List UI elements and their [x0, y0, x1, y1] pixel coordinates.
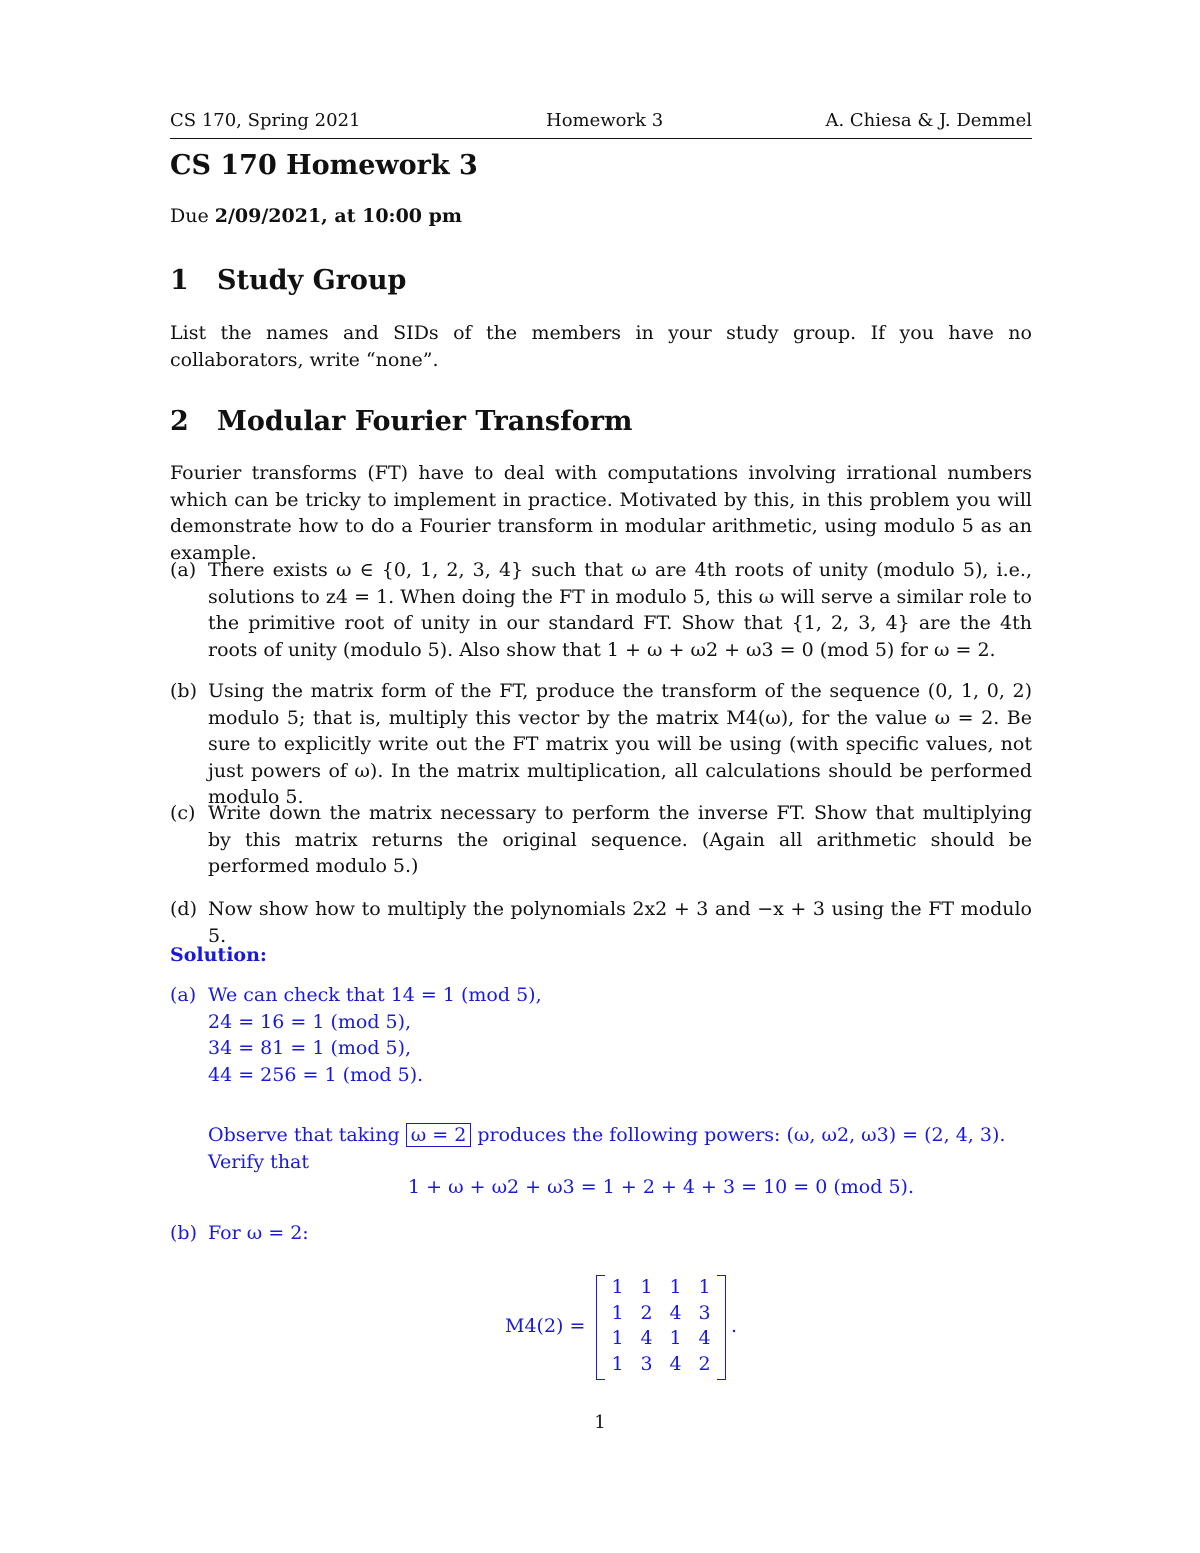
problem-label: (c): [170, 802, 196, 824]
matrix-cell: 1: [611, 1301, 624, 1324]
problem-label: (b): [170, 680, 197, 702]
verify-equation: 1 + ω + ω2 + ω3 = 1 + 2 + 4 + 3 = 10 = 0 (mod 5).: [407, 1176, 914, 1198]
solution-b-label: (b): [170, 1222, 197, 1244]
section-body-modular-ft: Fourier transforms (FT) have to deal with computations involving irrational numbers which can be tricky to implement in practice. Motivated by this, in this problem you will demonstrate how to do a Fourier transform in modular arithmetic, using modulo 5 as an example.: [170, 462, 1032, 564]
section-title: Study Group: [217, 265, 407, 296]
solution-label: Solution:: [170, 944, 267, 966]
solution-a-label: (a): [170, 984, 197, 1006]
problem-label: (d): [170, 898, 197, 920]
matrix-grid: [603, 1276, 719, 1378]
header-assignment: Homework 3: [546, 110, 664, 131]
problem-c: [170, 800, 1032, 880]
observe-suffix: produces the following powers: (ω, ω2, ω3) = (2, 4, 3). Verify that: [208, 1124, 1006, 1173]
matrix-cell: 2: [698, 1352, 711, 1375]
problem-text: Using the matrix form of the FT, produce the transform of the sequence (0, 1, 0, 2) modulo 5; that is, multiply this vector by the matrix M4(ω), for the value ω = 2. Be sure to explicitly write out the FT matrix you will be using (with specific values, not just powers of ω). In the matrix multiplication, all calculations should be performed modulo 5.: [208, 680, 1032, 808]
matrix-cell: 1: [669, 1276, 682, 1298]
header-course: CS 170, Spring 2021: [170, 110, 361, 131]
matrix-cell: 1: [698, 1276, 711, 1298]
boxed-omega: ω = 2: [406, 1123, 472, 1147]
due-value: 2/09/2021, at 10:00 pm: [214, 205, 463, 227]
matrix-cell: 4: [669, 1352, 682, 1375]
matrix-cell: 1: [611, 1276, 624, 1298]
problem-text: Now show how to multiply the polynomials 2x2 + 3 and −x + 3 using the FT modulo 5.: [208, 898, 1032, 947]
section-title: Modular Fourier Transform: [217, 406, 633, 437]
observe-prefix: Observe that taking: [208, 1124, 400, 1146]
matrix-cell: 3: [640, 1352, 653, 1375]
solution-b-text: For ω = 2:: [208, 1222, 309, 1244]
problem-d: [170, 896, 1032, 949]
document-title: CS 170 Homework 3: [170, 150, 478, 181]
matrix-cell: 1: [611, 1327, 624, 1349]
section-number: 2: [170, 406, 189, 437]
solution-b: [170, 1220, 1032, 1247]
section-heading-modular-ft: [170, 406, 633, 437]
matrix-cell: 1: [669, 1327, 682, 1349]
solution-a-line: 34 = 81 = 1 (mod 5),: [208, 1037, 412, 1059]
section-body-study-group: List the names and SIDs of the members in your study group. If you have no collaborators, write “none”.: [170, 322, 1032, 371]
problem-text: There exists ω ∈ {0, 1, 2, 3, 4} such that ω are 4th roots of unity (modulo 5), i.e., solutions to z4 = 1. When doing the FT in modulo 5, this ω will serve a similar role to the primitive root of unity in our standard FT. Show that {1, 2, 3, 4} are the 4th roots of unity (modulo 5). Also show that 1 + ω + ω2 + ω3 = 0 (mod 5) for ω = 2.: [208, 559, 1032, 661]
section-number: 1: [170, 265, 189, 296]
problem-a: [170, 557, 1032, 663]
matrix-period: .: [731, 1315, 738, 1337]
section-heading-study-group: [170, 265, 406, 296]
matrix-right-bracket: [717, 1275, 726, 1380]
due-date: [170, 205, 462, 227]
running-header: [170, 110, 1032, 139]
solution-a-line: 44 = 256 = 1 (mod 5).: [208, 1063, 424, 1086]
matrix-cell: 2: [640, 1301, 653, 1324]
matrix-cell: 4: [640, 1327, 653, 1349]
matrix-cell: 3: [698, 1301, 711, 1324]
problem-text: Write down the matrix necessary to perform the inverse FT. Show that multiplying by this matrix returns the original sequence. (Again all arithmetic should be performed modulo 5.): [208, 802, 1032, 877]
solution-a: [170, 982, 1032, 1088]
matrix-cell: 4: [698, 1327, 711, 1349]
solution-a-line: We can check that 14 = 1 (mod 5),: [208, 984, 542, 1006]
solution-a-line: 24 = 16 = 1 (mod 5),: [208, 1010, 412, 1033]
matrix-lhs: M4(2) =: [505, 1315, 586, 1337]
problem-label: (a): [170, 559, 197, 581]
matrix-cell: 4: [669, 1301, 682, 1324]
page-number: 1: [594, 1412, 606, 1433]
solution-observe: [170, 1122, 1032, 1175]
matrix-cell: 1: [640, 1276, 653, 1298]
due-prefix: Due: [170, 205, 215, 227]
problem-b: [170, 678, 1032, 811]
header-instructors: A. Chiesa & J. Demmel: [825, 110, 1032, 131]
matrix-cell: 1: [611, 1352, 624, 1375]
